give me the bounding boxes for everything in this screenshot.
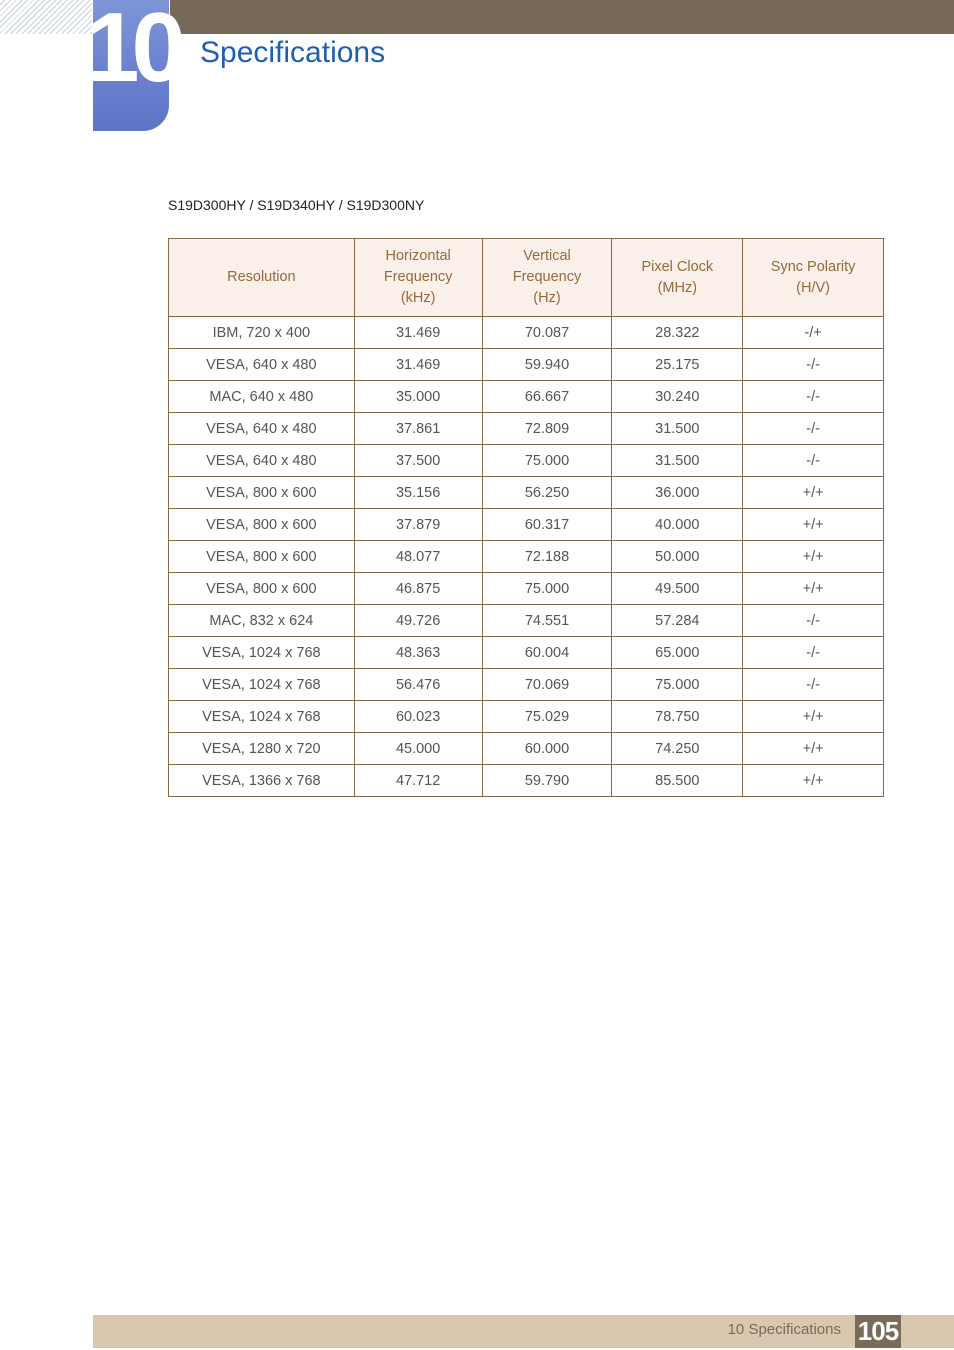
table-row	[169, 669, 884, 701]
page-number: 105	[855, 1315, 901, 1348]
cell-pixel-clock: 36.000	[612, 477, 743, 509]
cell-sync-polarity: -/-	[743, 413, 884, 445]
cell-pixel-clock: 40.000	[612, 509, 743, 541]
cell-resolution: VESA, 640 x 480	[169, 413, 355, 445]
model-heading: S19D300HY / S19D340HY / S19D300NY	[168, 197, 425, 213]
cell-vertical-frequency: 59.790	[482, 765, 612, 797]
table-row	[169, 509, 884, 541]
header-vertical-frequency: Vertical Frequency (Hz)	[482, 239, 612, 317]
cell-resolution: VESA, 1366 x 768	[169, 765, 355, 797]
table-row	[169, 445, 884, 477]
cell-vertical-frequency: 75.000	[482, 573, 612, 605]
chapter-number-block	[85, 0, 179, 131]
cell-resolution: VESA, 1024 x 768	[169, 637, 355, 669]
cell-pixel-clock: 31.500	[612, 413, 743, 445]
cell-resolution: IBM, 720 x 400	[169, 317, 355, 349]
cell-horizontal-frequency: 46.875	[354, 573, 482, 605]
cell-pixel-clock: 30.240	[612, 381, 743, 413]
cell-pixel-clock: 65.000	[612, 637, 743, 669]
cell-horizontal-frequency: 48.363	[354, 637, 482, 669]
cell-resolution: VESA, 640 x 480	[169, 349, 355, 381]
cell-sync-polarity: -/+	[743, 317, 884, 349]
cell-horizontal-frequency: 45.000	[354, 733, 482, 765]
table-row	[169, 637, 884, 669]
cell-resolution: VESA, 640 x 480	[169, 445, 355, 477]
cell-vertical-frequency: 70.069	[482, 669, 612, 701]
cell-horizontal-frequency: 35.000	[354, 381, 482, 413]
table-row	[169, 733, 884, 765]
cell-sync-polarity: +/+	[743, 573, 884, 605]
page-title: Specifications	[200, 36, 386, 69]
cell-horizontal-frequency: 56.476	[354, 669, 482, 701]
table-row	[169, 701, 884, 733]
cell-horizontal-frequency: 31.469	[354, 317, 482, 349]
cell-horizontal-frequency: 60.023	[354, 701, 482, 733]
cell-vertical-frequency: 60.004	[482, 637, 612, 669]
cell-sync-polarity: -/-	[743, 605, 884, 637]
cell-vertical-frequency: 70.087	[482, 317, 612, 349]
cell-vertical-frequency: 56.250	[482, 477, 612, 509]
cell-pixel-clock: 74.250	[612, 733, 743, 765]
cell-sync-polarity: +/+	[743, 509, 884, 541]
cell-resolution: VESA, 800 x 600	[169, 541, 355, 573]
header-horizontal-frequency: Horizontal Frequency (kHz)	[354, 239, 482, 317]
cell-vertical-frequency: 60.000	[482, 733, 612, 765]
table-row	[169, 541, 884, 573]
cell-horizontal-frequency: 37.500	[354, 445, 482, 477]
cell-pixel-clock: 31.500	[612, 445, 743, 477]
cell-vertical-frequency: 72.188	[482, 541, 612, 573]
cell-resolution: VESA, 1280 x 720	[169, 733, 355, 765]
corner-hatch-decoration	[0, 0, 92, 34]
footer-section-label: 10 Specifications	[727, 1321, 841, 1338]
cell-pixel-clock: 75.000	[612, 669, 743, 701]
cell-sync-polarity: +/+	[743, 733, 884, 765]
cell-resolution: VESA, 800 x 600	[169, 573, 355, 605]
cell-pixel-clock: 57.284	[612, 605, 743, 637]
cell-horizontal-frequency: 49.726	[354, 605, 482, 637]
cell-vertical-frequency: 75.029	[482, 701, 612, 733]
cell-horizontal-frequency: 37.861	[354, 413, 482, 445]
cell-vertical-frequency: 72.809	[482, 413, 612, 445]
table-header-row	[169, 239, 884, 317]
cell-sync-polarity: +/+	[743, 477, 884, 509]
table-row	[169, 477, 884, 509]
cell-vertical-frequency: 66.667	[482, 381, 612, 413]
cell-resolution: VESA, 800 x 600	[169, 477, 355, 509]
cell-pixel-clock: 85.500	[612, 765, 743, 797]
cell-pixel-clock: 50.000	[612, 541, 743, 573]
header-sync-polarity: Sync Polarity (H/V)	[743, 239, 884, 317]
cell-resolution: VESA, 1024 x 768	[169, 669, 355, 701]
cell-horizontal-frequency: 48.077	[354, 541, 482, 573]
cell-sync-polarity: -/-	[743, 381, 884, 413]
cell-horizontal-frequency: 37.879	[354, 509, 482, 541]
timing-table	[168, 238, 884, 797]
cell-resolution: VESA, 1024 x 768	[169, 701, 355, 733]
cell-pixel-clock: 78.750	[612, 701, 743, 733]
cell-pixel-clock: 49.500	[612, 573, 743, 605]
cell-horizontal-frequency: 47.712	[354, 765, 482, 797]
cell-pixel-clock: 25.175	[612, 349, 743, 381]
cell-sync-polarity: -/-	[743, 349, 884, 381]
cell-resolution: MAC, 832 x 624	[169, 605, 355, 637]
cell-sync-polarity: +/+	[743, 701, 884, 733]
chapter-number: 10	[85, 0, 179, 102]
table-row	[169, 317, 884, 349]
table-body	[169, 317, 884, 797]
table-row	[169, 765, 884, 797]
header-pixel-clock: Pixel Clock (MHz)	[612, 239, 743, 317]
cell-pixel-clock: 28.322	[612, 317, 743, 349]
table-row	[169, 381, 884, 413]
cell-resolution: MAC, 640 x 480	[169, 381, 355, 413]
cell-vertical-frequency: 74.551	[482, 605, 612, 637]
cell-vertical-frequency: 59.940	[482, 349, 612, 381]
cell-sync-polarity: -/-	[743, 669, 884, 701]
header-resolution: Resolution	[169, 239, 355, 317]
table-row	[169, 573, 884, 605]
cell-vertical-frequency: 75.000	[482, 445, 612, 477]
cell-vertical-frequency: 60.317	[482, 509, 612, 541]
table-row	[169, 349, 884, 381]
cell-sync-polarity: -/-	[743, 445, 884, 477]
cell-horizontal-frequency: 35.156	[354, 477, 482, 509]
header-bar	[170, 0, 954, 34]
table-row	[169, 605, 884, 637]
cell-horizontal-frequency: 31.469	[354, 349, 482, 381]
table-row	[169, 413, 884, 445]
cell-sync-polarity: -/-	[743, 637, 884, 669]
cell-resolution: VESA, 800 x 600	[169, 509, 355, 541]
cell-sync-polarity: +/+	[743, 541, 884, 573]
cell-sync-polarity: +/+	[743, 765, 884, 797]
